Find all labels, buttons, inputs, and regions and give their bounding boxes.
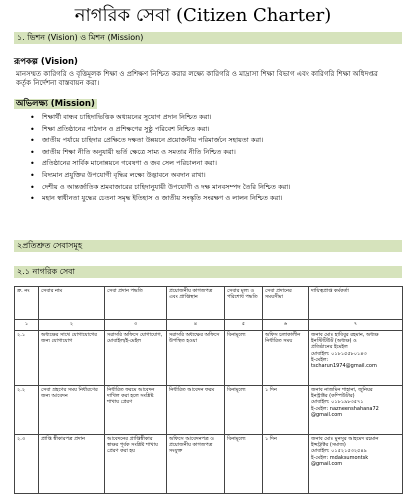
cell-service: অধ্যক্ষের সাথে যোগাযোগের জন্য যোগাযোগ: [39, 331, 105, 386]
officer-line: জনাব নাজমিন শাহানা, জুনিয়র: [311, 387, 373, 393]
column-header: ক্র. নং: [15, 287, 39, 320]
section-services-label: ২প্রতিশ্রুত সেবাসমূহ: [17, 241, 83, 250]
officer-line: প্রতিষ্ঠানের ইমেইল: [311, 344, 348, 351]
mission-item: • জাতীয় শিক্ষা নীতি অনুযায়ী ভর্তি ক্ষেত্রে সাম্য ও সমতার নীতি নিশ্চিত করা।: [30, 147, 236, 157]
cell-fee: বিনামূল্যে: [225, 331, 263, 386]
page-title: নাগরিক সেবা (Citizen Charter): [74, 5, 332, 26]
cell-officer: [309, 331, 403, 386]
mission-item: • বিদ্যমান প্রযুক্তির উপযোগী বৃদ্ধির লক্ষ্যে উদ্ভাবনে অবদান রাখা।: [30, 170, 206, 180]
mission-list: [30, 112, 390, 205]
section-vision-mission-label: ১. ভিশন (Vision) ও মিশন (Mission): [17, 33, 144, 42]
officer-phone: মোবাইল: ০১৫২১৫৩২৫৪৯: [311, 448, 367, 455]
bullet-icon: •: [30, 113, 35, 122]
mission-item: • প্রতিষ্ঠানের সার্বিক মানোন্নয়নে গবেষণা ও জব সেল পরিচালনা করা।: [30, 159, 217, 169]
cell-fee: বিনামূল্যে: [225, 435, 263, 494]
cell-sl: ২.১: [15, 331, 39, 386]
section-citizen-service-label: ২.১ নাগরিক সেবা: [17, 267, 75, 276]
officer-phone: মোবাইল: ০১৮১৯৮৩৫৭১: [311, 399, 364, 406]
mission-heading: অভিলক্ষ্য (Mission): [16, 99, 95, 109]
column-number-row: [15, 320, 403, 331]
cell-fee: বিনামূল্যে: [225, 386, 263, 435]
bullet-icon: •: [30, 182, 35, 192]
table-row: [15, 435, 403, 494]
cell-time: অফিস চলাকালীন নির্ধারিত সময়: [263, 331, 309, 386]
officer-email-link[interactable]: @gmail.com: [311, 411, 343, 418]
column-number: ৩: [105, 320, 167, 331]
officer-email-link[interactable]: tscharun1974@gmail.com: [311, 363, 377, 370]
officer-line: ইন্সট্রাক্টর (সমাজ): [311, 442, 346, 449]
vision-heading: রূপকল্প (Vision): [14, 57, 78, 67]
table-row: [15, 386, 403, 435]
column-number: ৫: [225, 320, 263, 331]
table-row: [15, 331, 403, 386]
column-number: ৬: [263, 320, 309, 331]
officer-line: ইনস্ট্রাক্টর (কম্পিউটার): [311, 393, 355, 400]
officer-email-link[interactable]: ই-মেইল: mdaksumontsk: [311, 454, 369, 461]
bullet-icon: •: [30, 124, 35, 134]
column-number: ১: [15, 320, 39, 331]
mission-item: • শিক্ষার্থী বান্ধব চাহিদাভিত্তিক অধ্যয়নের সুযোগ প্রদান নিশ্চিত করা।: [30, 113, 212, 122]
officer-email-link[interactable]: @gmail.com: [311, 460, 343, 467]
column-header: সেবার নাম: [39, 287, 105, 320]
section-services-bar: [14, 240, 402, 252]
bullet-icon: •: [30, 136, 35, 146]
column-header: সেবা প্রদানের সময়সীমা: [263, 287, 309, 320]
mission-item: • শিক্ষা প্রতিষ্ঠানের পাঠদান ও প্রশিক্ষণের সুষ্ঠু পরিবেশ নিশ্চিত করা।: [30, 124, 210, 134]
officer-line: ই-মেইল:: [311, 356, 329, 363]
section-vision-mission-bar: [14, 32, 402, 44]
section-citizen-service-bar: [14, 266, 402, 278]
bullet-icon: •: [30, 194, 35, 204]
column-number: ৭: [309, 320, 403, 331]
citizen-service-table: [14, 286, 403, 494]
cell-method: সরাসরি অফিসে যোগাযোগ, মোবাইল/ই-মেইল: [105, 331, 167, 386]
cell-officer: [309, 435, 403, 494]
column-header: প্রয়োজনীয় কাগজপত্র এবং প্রাপ্তিস্থান: [167, 287, 225, 320]
column-number: ৪: [167, 320, 225, 331]
cell-documents: নির্ধারিত আবেদন ফরম: [167, 386, 225, 435]
cell-documents: সরাসরি অধ্যক্ষের অফিসে উপস্থিত হওয়া: [167, 331, 225, 386]
mission-item: • জাতীয় পর্যায়ে চাহিদার প্রেক্ষিতে দক্ষতা উন্নয়নে প্রয়োজনীয় পরিমার্জনে সহায়তা করা।: [30, 136, 264, 146]
bullet-icon: •: [30, 147, 35, 157]
mission-item: • মহান স্বাধীনতা যুদ্ধের চেতনা সমৃদ্ধ ইতিহাস ও জাতীয় সংস্কৃতি সংরক্ষণ ও লালন নিশ্চিত করা।: [30, 194, 283, 204]
vision-text: মানসম্মত কারিগরি ও বৃত্তিমূলক শিক্ষা ও প্রশিক্ষণ নিশ্চিত করার লক্ষ্যে কারিগরি ও মাদ্রাসা শিক্ষা বিভাগ এবং কারিগরি শিক্ষা অধিদপ্তর কর্তৃক নির্দেশনা বাস্তবায়ন করা।: [16, 70, 378, 87]
cell-method: আবেদনের প্রাপ্তিস্বীকার স্বাক্ষর পূর্বক সংশ্লিষ্ট শাখায় প্রেরণ করা হয়: [105, 435, 167, 494]
cell-time: ১ দিন: [263, 386, 309, 435]
cell-method: নির্ধারিত ফরমে আবেদন দাখিল করা হলে সংশ্লিষ্ট শাখায় প্রেরণ: [105, 386, 167, 435]
column-header: দায়িত্বপ্রাপ্ত কর্মকর্তা: [309, 287, 403, 320]
cell-documents: অফিসে আবেদনপত্র ও প্রয়োজনীয় কাগজপত্র সংযুক্ত: [167, 435, 225, 494]
mission-item: • দেশীয় ও আন্তর্জাতিক শ্রমবাজারের চাহিদানুযায়ী উপযোগী ও দক্ষ মানবসম্পদ তৈরি নিশ্চিত করা।: [30, 182, 291, 192]
mission-heading-wrap: [14, 98, 97, 110]
officer-email-link[interactable]: ই-মেইল: nazneenshahana72: [311, 405, 379, 412]
cell-sl: ২.৩: [15, 435, 39, 494]
cell-time: ১ দিন: [263, 435, 309, 494]
officer-phone: মোবাইল: ০১৮১৫৫৮০১৪৩: [311, 350, 367, 357]
cell-officer: [309, 386, 403, 435]
bullet-icon: •: [30, 170, 35, 180]
cell-sl: ২.২: [15, 386, 39, 435]
cell-service: প্রাপ্তি স্বীকারপত্র প্রদান: [39, 435, 105, 494]
column-header: সেবা প্রদান পদ্ধতি: [105, 287, 167, 320]
column-header: সেবার মূল্য ও পরিশোধ পদ্ধতি: [225, 287, 263, 320]
officer-line: জনাব মোঃ মুনসুর আহমেদ রচমান: [311, 436, 379, 442]
cell-service: সেবা গ্রহণের সময় নির্ধারণের জন্য আবেদন: [39, 386, 105, 435]
officer-line: ইনস্টিটিউট (অধ্যক্ষ) ও: [311, 338, 357, 345]
table-header-row: [15, 287, 403, 320]
column-number: ২: [39, 320, 105, 331]
bullet-icon: •: [30, 159, 35, 169]
officer-line: জনাব মোঃ হাবিবুর রহমান, অধ্যক্ষ: [311, 332, 379, 338]
